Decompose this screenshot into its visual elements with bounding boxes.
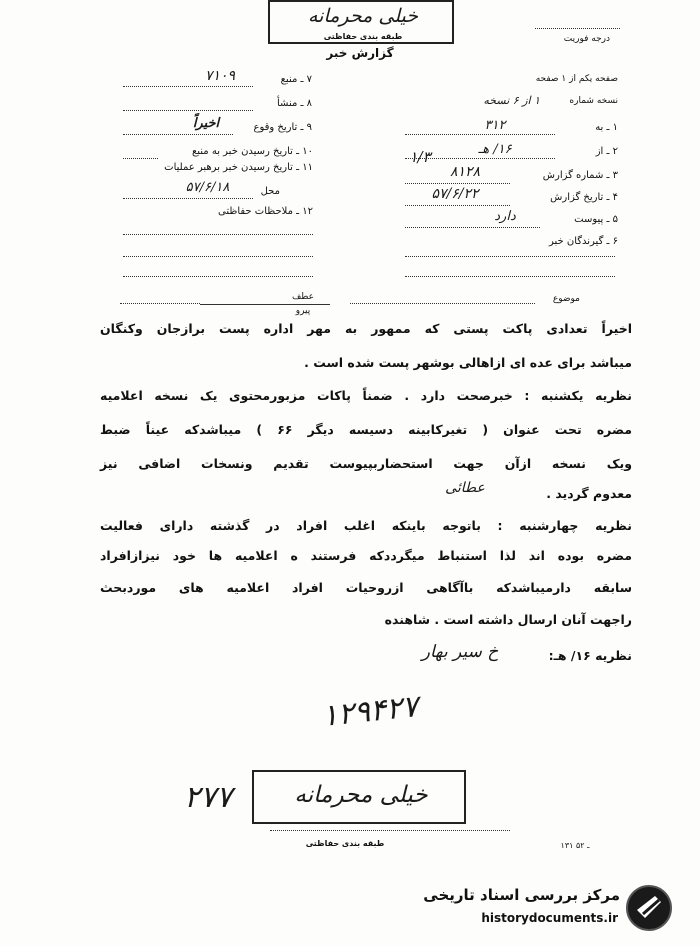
- body-line: مضره تحت عنوان ( تغیرکابینه دسیسه دیگر ۶۶ ) میباشدکه عیناً ضبط: [100, 422, 633, 437]
- left-item-label: ۱۰ ـ تاریخ رسیدن خبر به منبع: [191, 146, 313, 157]
- right-item-label: ۴ ـ تاریخ گزارش: [550, 192, 618, 203]
- right-item-value: ۵۷/۶/۲۲: [431, 186, 479, 202]
- left-item-label: ۹ ـ تاریخ وقوع: [253, 122, 312, 133]
- left-item-line: [123, 86, 253, 87]
- stamp-top-text: خیلی محرمانه: [307, 5, 418, 27]
- right-item-line: [405, 183, 510, 184]
- left-item-line: [123, 158, 158, 159]
- left-item-label: ۱۲ ـ ملاحظات حفاظتی: [218, 206, 313, 217]
- right-item-line: [405, 276, 615, 277]
- watermark-site: historydocuments.ir: [481, 911, 618, 925]
- right-item-line: [405, 205, 510, 206]
- page-count-line: صفحه یکم از ۱ صفحه: [535, 74, 618, 84]
- right-item-label: ۱ ـ به: [595, 122, 618, 133]
- left-item-line: [123, 256, 313, 257]
- body-line: معدوم گردید .: [546, 486, 632, 501]
- copy-number-values: ۱ از ۶ نسخه: [483, 94, 540, 107]
- right-item-line: [405, 256, 615, 257]
- right-item-label: ۲ ـ از: [595, 146, 618, 157]
- right-item-line: [405, 134, 555, 135]
- left-item-label: محل: [260, 186, 280, 197]
- right-item-label: ۳ ـ شماره گزارش: [542, 170, 618, 181]
- right-item-value: دارد: [494, 209, 516, 224]
- atf-label: عطف: [291, 292, 315, 302]
- subject-line: [350, 303, 535, 304]
- left-item-value: اخیراً: [192, 116, 220, 131]
- body-line: راجهت آنان ارسال داشته است . شاهنده: [384, 612, 632, 627]
- form-code: ۱۳۱ ـ ۵۲: [560, 841, 590, 850]
- handwritten-number: ۱۲۹۴۲۷: [320, 689, 420, 734]
- left-item-line: [123, 276, 313, 277]
- handwritten-277: ۲۷۷: [183, 780, 233, 815]
- handwritten-note: ۱/۳: [409, 148, 431, 166]
- right-item-label: ۶ ـ گیرندگان خبر: [548, 236, 618, 247]
- left-item-value: ۷۱۰۹: [204, 68, 236, 84]
- atf-divider: [200, 304, 330, 305]
- watermark-org-name: مرکز بررسی اسناد تاریخی: [423, 886, 620, 904]
- left-item-line: [123, 134, 233, 135]
- body-line: نظریه چهارشنبه : باتوجه باینکه اغلب افراد در گذشته دارای فعالیت: [100, 518, 632, 533]
- left-item-line: [123, 198, 253, 199]
- body-line: نظریه ۱۶/ هـ:: [548, 648, 632, 663]
- right-item-value: ۱۶/ هـ: [478, 142, 512, 157]
- stamp-top-subtext: طبقه بندی حفاظتی: [323, 32, 403, 41]
- left-item-label: ۷ ـ منبع: [280, 74, 312, 85]
- copy-number-label: نسخه شماره: [569, 96, 618, 106]
- right-item-value: ۸۱۲۸: [449, 164, 481, 180]
- watermark-logo-icon: [625, 884, 673, 932]
- urgency-line: [535, 28, 620, 29]
- stamp-bottom-text: خیلی محرمانه: [294, 782, 428, 808]
- left-item-line: [123, 110, 253, 111]
- peyro-label: پیرو: [295, 306, 311, 316]
- handwritten-signature: عطائی: [445, 480, 485, 496]
- subject-label: موضوع: [552, 294, 580, 304]
- left-item-value: ۵۷/۶/۱۸: [185, 180, 230, 195]
- body-line: میباشد برای عده ای ازاهالی بوشهر پست شده است .: [304, 355, 632, 370]
- body-line: ویک نسخه ازآن جهت استحضاربپیوست تقدیم ونسخات اضافی نیز: [100, 456, 632, 471]
- stamp-bottom-line: [270, 830, 510, 831]
- bottom-classification-stamp: [252, 770, 466, 824]
- urgency-label: درجه فوریت: [563, 34, 610, 44]
- form-title: گزارش خبر: [326, 46, 394, 60]
- right-item-line: [405, 227, 540, 228]
- atf-line: [120, 303, 200, 304]
- body-line: اخیراً تعدادی پاکت پستی که ممهور به مهر اداره پست برازجان وکنگان: [100, 321, 632, 336]
- left-item-label: ۱۱ ـ تاریخ رسیدن خبر برهبر عملیات: [164, 162, 313, 173]
- top-classification-stamp: [268, 0, 454, 44]
- right-item-label: ۵ ـ پیوست: [574, 214, 618, 225]
- body-line: مضره بوده اند لذا استنباط میگرددکه فرستند ه اعلامیه ها خود نیزازافراد: [100, 548, 632, 563]
- body-line: سابقه دارمیباشدکه باآگاهی ازروحیات افراد اعلامیه های موردبحث: [100, 580, 632, 595]
- left-item-line: [123, 234, 313, 235]
- body-line: نظریه یکشنبه : خبرصحت دارد . ضمناً پاکات مزبورمحتوی یک نسخه اعلامیه: [100, 388, 632, 403]
- stamp-bottom-subtext: طبقه بندی حفاظتی: [305, 839, 385, 848]
- handwritten-opinion: خ سیر بهار: [421, 642, 499, 662]
- right-item-value: ۳۱۲: [484, 118, 506, 133]
- left-item-label: ۸ ـ منشأ: [276, 98, 312, 109]
